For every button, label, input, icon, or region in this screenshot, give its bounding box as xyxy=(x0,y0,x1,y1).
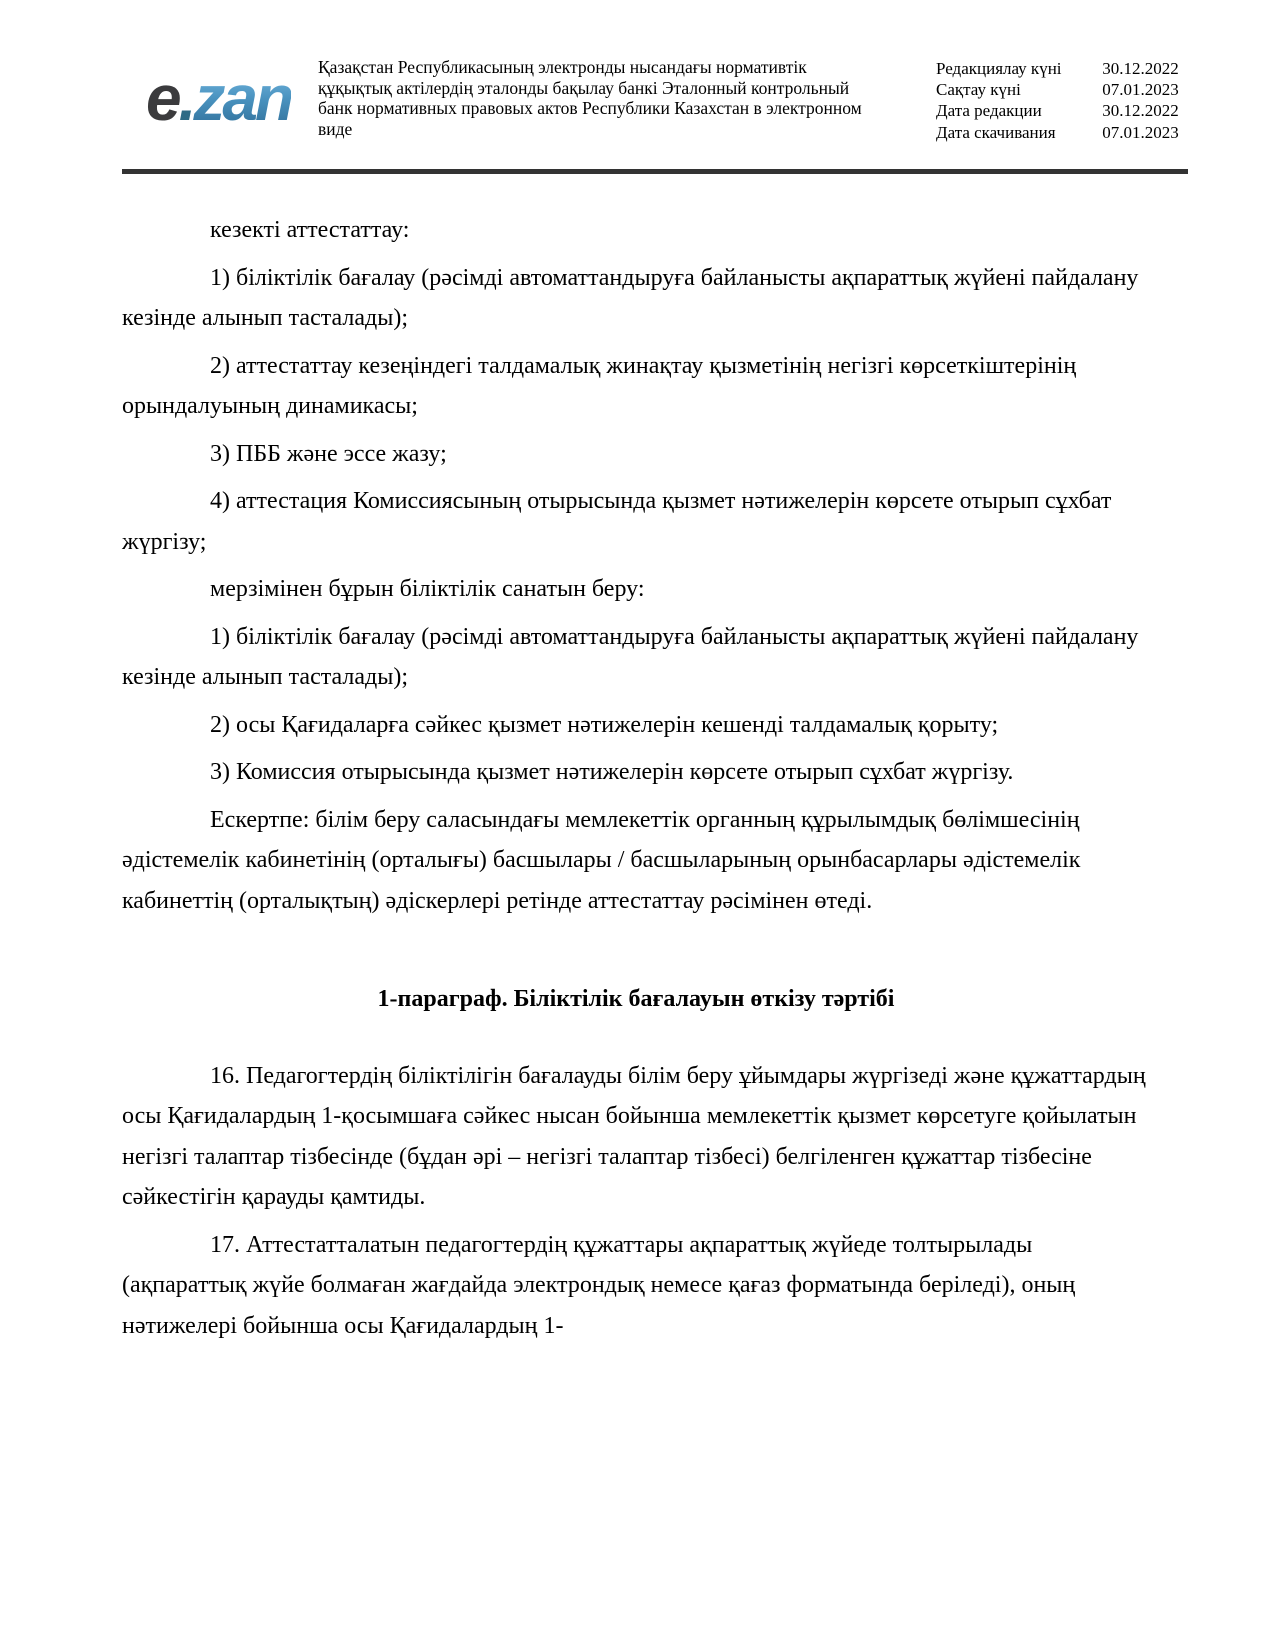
meta-row-download-date-ru xyxy=(936,122,1179,143)
paragraph-early-category: мерзімінен бұрын біліктілік санатын беру: xyxy=(210,576,645,602)
paragraph-early-item-2: 2) осы Қағидаларға сәйкес қызмет нәтижелерін кешенді талдамалық қорыту; xyxy=(210,711,999,738)
meta-value: 07.01.2023 xyxy=(1102,80,1179,100)
meta-row-edit-date-kk xyxy=(936,58,1179,79)
logo-dot: . xyxy=(178,62,194,134)
paragraph-early-item-3: 3) Комиссия отырысында қызмет нәтижелерін көрсете отырып сұхбат жүргізу. xyxy=(210,759,1014,785)
meta-row-edit-date-ru xyxy=(936,100,1179,121)
paragraph-note: Ескертпе: білім беру саласындағы мемлекеттік органның құрылымдық бөлімшесінің әдістемелік кабинетінің (орталығы) басшылары / басшыларының орынбасарлары әдістемелік кабинеттің (орталықтың) әдіскерлері ретінде аттестаттау рәсімінен өтеді. xyxy=(122,806,1081,914)
meta-row-save-date-kk xyxy=(936,79,1179,100)
meta-label: Сақтау күні xyxy=(936,80,1021,100)
paragraph-item-4: 4) аттестация Комиссиясының отырысында қызмет нәтижелерін көрсете отырып сұхбат жүргізу; xyxy=(122,488,1112,555)
meta-label: Дата скачивания xyxy=(936,122,1056,142)
paragraph-17: 17. Аттестатталатын педагогтердің құжаттары ақпараттық жүйеде толтырылады (ақпараттық жүйе болмаған жағдайда электрондық немесе қағаз форматында беріледі), оның нәтижелері бойынша осы Қағидалардың 1- xyxy=(122,1231,1076,1339)
bank-title-kazakh: Қазақстан Республикасының электронды нысандағы нормативтік құқықтық актілердің эталонды бақылау банкі xyxy=(318,57,807,98)
header-divider xyxy=(122,169,1188,174)
paragraph-next-attestation: кезекті аттестаттау: xyxy=(210,217,410,243)
paragraph-early-item-1: 1) біліктілік бағалау (рәсімді автоматтандыруға байланысты ақпараттық жүйені пайдалану кезінде алынып тасталады); xyxy=(122,623,1139,690)
section-heading-paragraph-1: 1-параграф. Біліктілік бағалауын өткізу тәртібі xyxy=(377,986,895,1012)
paragraph-item-3: 3) ПББ және эссе жазу; xyxy=(210,440,447,467)
logo-letter-e: e xyxy=(146,62,179,134)
bank-title xyxy=(318,57,884,139)
document-dates xyxy=(936,58,1179,143)
logo-letters-zan: zan xyxy=(193,62,292,134)
bank-title-russian: Эталонный контрольный банк нормативных правовых актов Республики Казахстан в электронном виде xyxy=(318,77,862,139)
meta-value: 30.12.2022 xyxy=(1102,59,1179,78)
paragraph-item-1: 1) біліктілік бағалау (рәсімді автоматтандыруға байланысты ақпараттық жүйені пайдалану кезінде алынып тасталады); xyxy=(122,264,1139,331)
meta-label: Дата редакции xyxy=(936,101,1042,121)
meta-value: 30.12.2022 xyxy=(1102,101,1179,121)
ezan-logo xyxy=(146,62,292,134)
paragraph-16: 16. Педагогтердің біліктілігін бағалауды білім беру ұйымдары жүргізеді және құжаттардың осы Қағидалардың 1-қосымшаға сәйкес нысан бойынша мемлекеттік қызмет көрсетуге қойылатын негізгі талаптар тізбесінде (бұдан әрі – негізгі талаптар тізбесі) белгіленген құжаттар тізбесіне сәйкестігін қарауды қамтиды. xyxy=(122,1062,1146,1210)
meta-value: 07.01.2023 xyxy=(1102,122,1179,142)
paragraph-item-2: 2) аттестаттау кезеңіндегі талдамалық жинақтау қызметінің негізгі көрсеткіштерінің орындалуының динамикасы; xyxy=(122,352,1077,419)
document-body xyxy=(122,175,1150,1353)
meta-label: Редакциялау күні xyxy=(936,59,1062,78)
